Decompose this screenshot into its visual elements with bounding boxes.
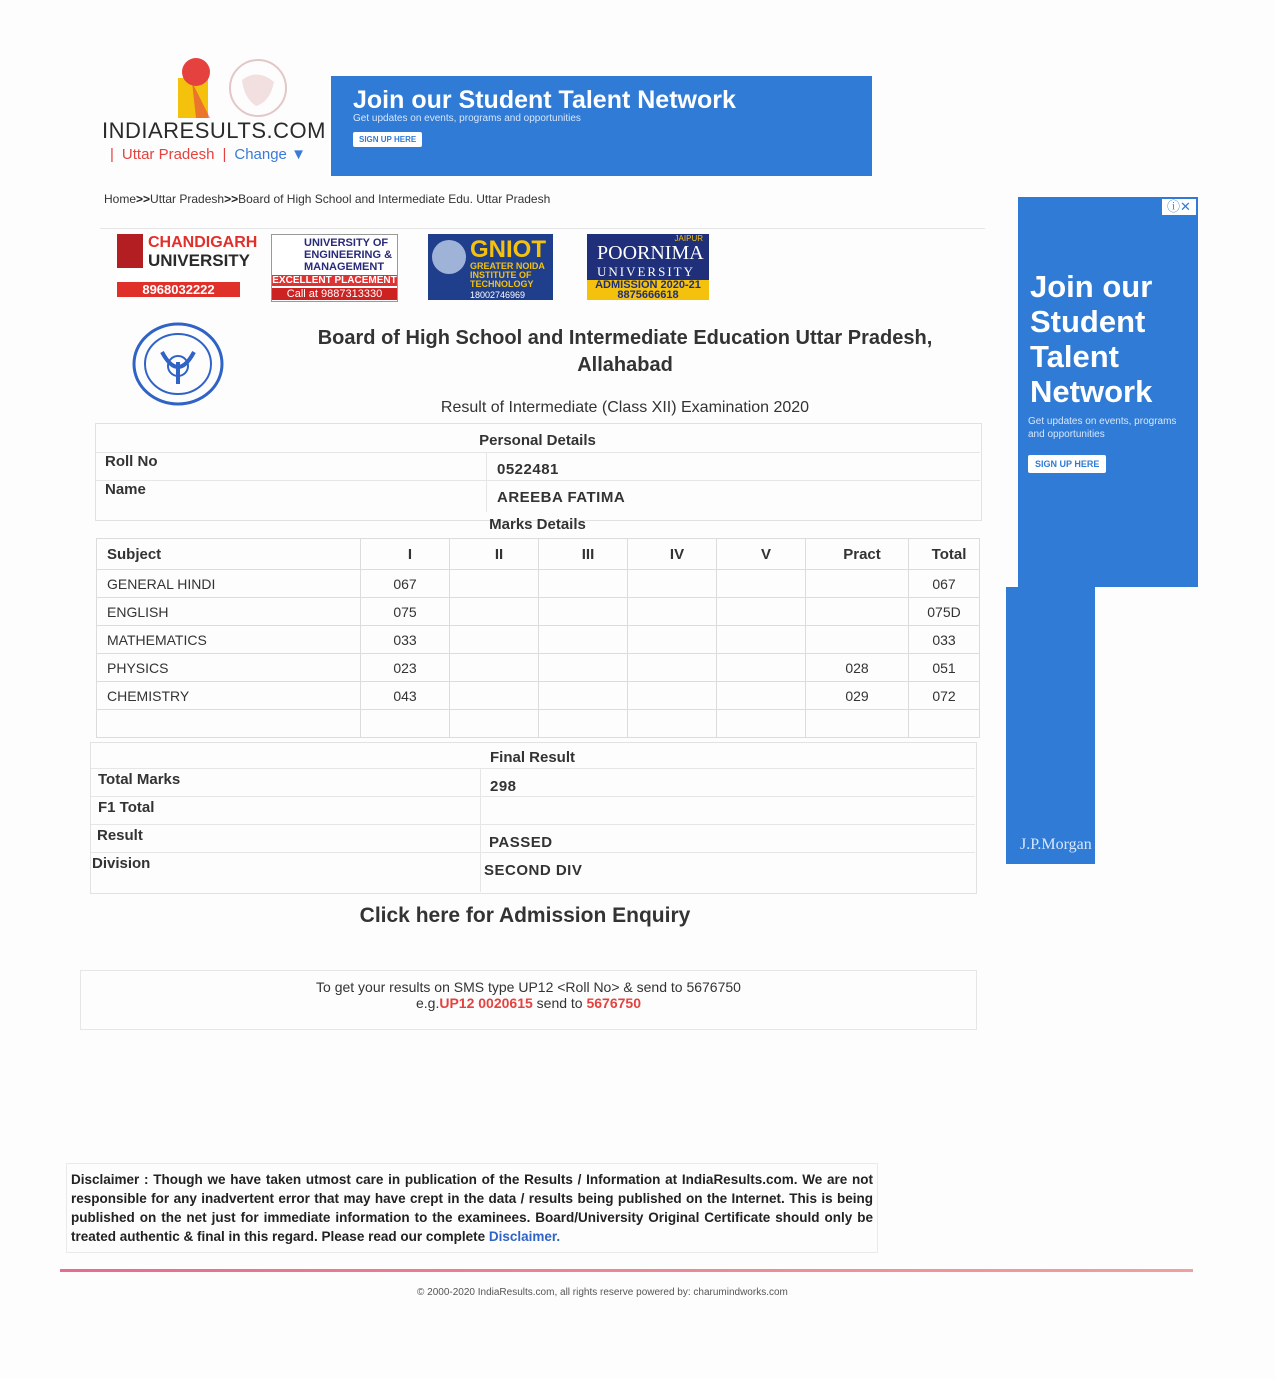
empty-cell xyxy=(806,710,909,738)
subject-name: MATHEMATICS xyxy=(97,626,361,654)
row-divider xyxy=(91,852,975,853)
name-label: Name xyxy=(105,481,146,498)
breadcrumb-home[interactable]: Home xyxy=(104,192,137,206)
cu-emblem-icon xyxy=(117,234,143,268)
result-label: Result xyxy=(97,827,143,844)
empty-cell xyxy=(717,710,806,738)
marks-i: 043 xyxy=(361,682,450,710)
empty-cell xyxy=(717,570,806,598)
ad-tag: JAIPUR xyxy=(674,234,703,243)
side-ad-lower[interactable] xyxy=(1006,587,1095,864)
ad-uem[interactable] xyxy=(271,234,398,302)
empty-cell xyxy=(539,626,628,654)
col-i: I xyxy=(361,539,450,570)
ad-gniot[interactable] xyxy=(428,234,553,300)
row-divider xyxy=(91,824,975,825)
row-divider xyxy=(96,452,980,453)
sms-number: 5676750 xyxy=(586,995,641,1011)
footer-divider xyxy=(60,1269,1193,1272)
col-subject: Subject xyxy=(97,539,361,570)
empty-cell xyxy=(717,682,806,710)
empty-cell xyxy=(909,710,980,738)
division-label: Division xyxy=(92,855,151,872)
marks-table xyxy=(96,538,980,738)
ad-phone: 8968032222 xyxy=(117,282,240,297)
ad-line: UNIVERSITY xyxy=(597,264,695,279)
sms-info-box xyxy=(80,970,977,1030)
ad-phone: Call at 9887313330 xyxy=(272,288,397,300)
side-ad-brand: J.P.Morgan xyxy=(1020,836,1092,853)
row-divider xyxy=(91,796,975,797)
table-row xyxy=(97,598,980,626)
indiaresults-logo-icon[interactable] xyxy=(170,58,300,118)
marks-i: 033 xyxy=(361,626,450,654)
empty-cell xyxy=(628,710,717,738)
ad-line: TECHNOLOGY xyxy=(470,279,534,289)
state-selector xyxy=(102,146,306,163)
marks-details-heading: Marks Details xyxy=(489,516,586,533)
ad-line: UNIVERSITY OF xyxy=(304,237,389,249)
breadcrumb-board: Board of High School and Intermediate Edu. Uttar Pradesh xyxy=(238,192,551,206)
disclaimer xyxy=(66,1163,878,1253)
personal-details-heading: Personal Details xyxy=(479,432,596,449)
ad-line: POORNIMA xyxy=(597,242,704,264)
ad-line: INSTITUTE OF xyxy=(470,270,532,280)
breadcrumb xyxy=(104,192,550,206)
row-divider xyxy=(96,480,980,481)
table-row xyxy=(97,682,980,710)
empty-cell xyxy=(361,710,450,738)
final-result-heading: Final Result xyxy=(489,749,575,766)
ad-line: CHANDIGARH xyxy=(148,234,258,251)
col-iv: IV xyxy=(628,539,717,570)
ad-line: UNIVERSITY xyxy=(148,251,251,270)
empty-cell xyxy=(450,570,539,598)
side-ad-headline: Join our Student Talent Network xyxy=(1030,269,1153,409)
table-row-empty xyxy=(97,710,980,738)
ad-line: ADMISSION 2020-21 xyxy=(595,279,701,291)
gniot-emblem-icon xyxy=(432,240,466,274)
ad-poornima[interactable] xyxy=(587,234,709,300)
subject-name: CHEMISTRY xyxy=(97,682,361,710)
disclaimer-text: Disclaimer : Though we have taken utmost care in publication of the Results / Information at IndiaResults.com. We are not responsible for any inadvertent error that may have crept in the data / results being published on the Internet. This is being published on the net just for immediate information to the examinees. Board/University Original Certificate should only be treated authentic & final in this regard. Please read our complete xyxy=(71,1172,873,1244)
banner-headline: Join our Student Talent Network xyxy=(353,86,736,114)
up-board-seal-icon xyxy=(132,322,224,406)
col-total: Total xyxy=(909,539,980,570)
roll-no-value: 0522481 xyxy=(497,461,559,478)
sms-code: UP12 0020615 xyxy=(439,995,533,1011)
division-value: SECOND DIV xyxy=(484,862,583,879)
banner-subtext: Get updates on events, programs and opportunities xyxy=(353,113,581,124)
col-v: V xyxy=(717,539,806,570)
table-row xyxy=(97,626,980,654)
ad-line: MANAGEMENT xyxy=(304,261,385,273)
roll-no-label: Roll No xyxy=(105,453,158,470)
copyright: © 2000-2020 IndiaResults.com, all rights reserve powered by: charumindworks.com xyxy=(417,1287,788,1298)
total-marks-value: 298 xyxy=(490,778,517,795)
marks-pract xyxy=(806,626,909,654)
disclaimer-link[interactable]: Disclaimer. xyxy=(488,1229,561,1244)
col-iii: III xyxy=(539,539,628,570)
ad-close-icon[interactable]: ⓘ✕ xyxy=(1162,199,1196,215)
side-ad-subtext: Get updates on events, programs and opportunities xyxy=(1028,416,1177,440)
ad-chandigarh-university[interactable] xyxy=(117,234,258,300)
empty-cell xyxy=(539,682,628,710)
breadcrumb-arrow: >> xyxy=(224,192,239,206)
ad-title xyxy=(304,237,392,273)
marks-pract: 029 xyxy=(806,682,909,710)
breadcrumb-arrow: >> xyxy=(136,192,151,206)
ad-line: GREATER NOIDA xyxy=(470,261,545,271)
marks-i: 075 xyxy=(361,598,450,626)
empty-cell xyxy=(628,654,717,682)
admission-enquiry-link[interactable]: Click here for Admission Enquiry xyxy=(359,904,691,927)
marks-total: 051 xyxy=(909,654,980,682)
empty-cell xyxy=(450,626,539,654)
subject-name: GENERAL HINDI xyxy=(97,570,361,598)
marks-i: 023 xyxy=(361,654,450,682)
empty-cell xyxy=(450,654,539,682)
row-divider xyxy=(91,768,975,769)
ad-admission xyxy=(587,280,709,300)
exam-title: Result of Intermediate (Class XII) Examination 2020 xyxy=(440,399,810,416)
separator: | xyxy=(222,146,227,163)
site-logo-text[interactable]: INDIARESULTS.COM xyxy=(102,118,326,143)
empty-cell xyxy=(450,710,539,738)
marks-total: 033 xyxy=(909,626,980,654)
sms-example xyxy=(81,995,976,1011)
empty-cell xyxy=(628,598,717,626)
sms-eg: e.g. xyxy=(416,995,440,1011)
empty-cell xyxy=(628,626,717,654)
empty-cell xyxy=(450,682,539,710)
name-value: AREEBA FATIMA xyxy=(497,489,626,506)
state-name: Uttar Pradesh xyxy=(121,146,215,163)
side-ad-signup-button[interactable]: SIGN UP HERE xyxy=(1028,455,1106,473)
empty-cell xyxy=(539,654,628,682)
side-banner-ad[interactable] xyxy=(1018,197,1198,587)
marks-total: 072 xyxy=(909,682,980,710)
empty-cell xyxy=(717,598,806,626)
sms-instructions: To get your results on SMS type UP12 <Roll No> & send to 5676750 xyxy=(316,979,741,995)
empty-cell xyxy=(717,654,806,682)
sms-send-to: send to xyxy=(532,995,587,1011)
breadcrumb-state[interactable]: Uttar Pradesh xyxy=(150,192,225,206)
empty-cell xyxy=(450,598,539,626)
empty-cell xyxy=(539,570,628,598)
ad-line: ENGINEERING & xyxy=(304,249,393,261)
marks-pract xyxy=(806,598,909,626)
empty-cell xyxy=(628,682,717,710)
empty-cell xyxy=(539,710,628,738)
col-ii: II xyxy=(450,539,539,570)
change-state-link[interactable]: Change ▼ xyxy=(234,146,306,163)
subject-name: PHYSICS xyxy=(97,654,361,682)
ad-subtitle xyxy=(470,262,545,289)
empty-cell xyxy=(539,598,628,626)
marks-total: 075D xyxy=(909,598,980,626)
table-row xyxy=(97,570,980,598)
marks-header-row xyxy=(97,539,980,570)
empty-cell xyxy=(717,626,806,654)
marks-i: 067 xyxy=(361,570,450,598)
empty-cell xyxy=(97,710,361,738)
ad-line: GNIOT xyxy=(470,236,546,263)
subject-name: ENGLISH xyxy=(97,598,361,626)
table-row xyxy=(97,654,980,682)
marks-total: 067 xyxy=(909,570,980,598)
col-pract: Pract xyxy=(806,539,909,570)
marks-pract xyxy=(806,570,909,598)
column-divider xyxy=(480,768,481,892)
column-divider xyxy=(486,452,487,512)
banner-signup-button[interactable]: SIGN UP HERE xyxy=(353,132,422,147)
f1-total-label: F1 Total xyxy=(98,799,155,816)
separator: | xyxy=(110,146,114,163)
board-title: Board of High School and Intermediate Education Uttar Pradesh, Allahabad xyxy=(317,327,933,376)
ad-promo: EXCELLENT PLACEMENT xyxy=(272,275,397,286)
empty-cell xyxy=(628,570,717,598)
marks-pract: 028 xyxy=(806,654,909,682)
ad-phone: 8875666618 xyxy=(617,289,679,301)
top-banner-ad[interactable] xyxy=(331,76,872,176)
ad-phone: 18002746969 xyxy=(470,290,526,300)
divider xyxy=(100,228,985,229)
result-value: PASSED xyxy=(489,834,553,851)
total-marks-label: Total Marks xyxy=(98,771,181,788)
